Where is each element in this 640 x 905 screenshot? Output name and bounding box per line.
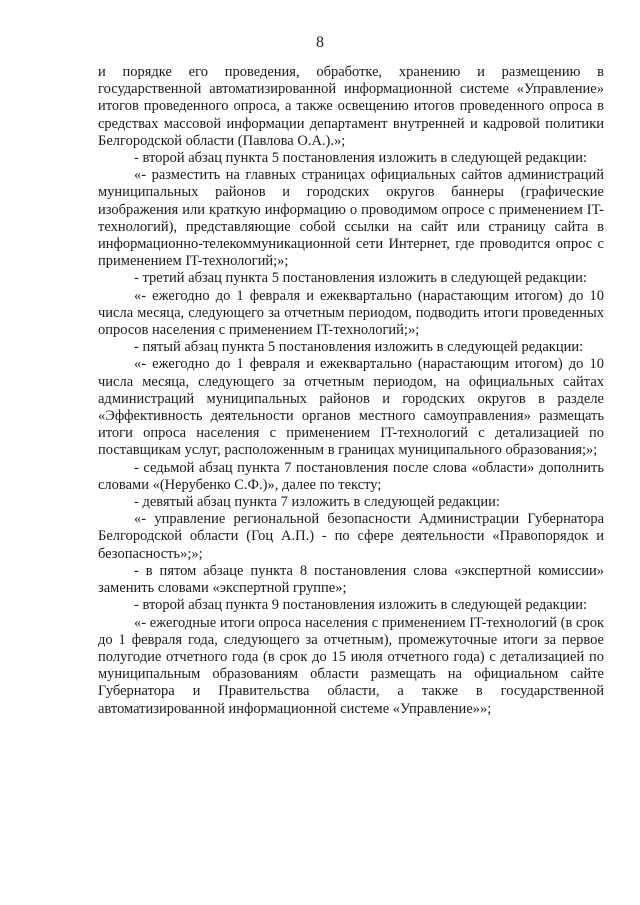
page-number: 8: [316, 34, 324, 51]
paragraph-11: - в пятом абзаце пункта 8 постановления слова «экспертной комиссии» заменить словами «экспертной группе»;: [98, 562, 604, 597]
paragraph-7: «- ежегодно до 1 февраля и ежеквартально (нарастающим итогом) до 10 числа месяца, следующего за отчетным периодом, на официальных сайтах администраций муниципальных районов и городских округов в разделе «Эффективность деятельности органов местного самоуправления» размещать итоги опроса населения с применением IT-технологий с детализацией по поставщикам услуг, расположенным в границах муниципального образования;»;: [98, 356, 604, 459]
paragraph-3: «- разместить на главных страницах официальных сайтов администраций муниципальных районов и городских округов баннеры (графические изображения или краткую информацию о проводимом опросе с применением IT-технологий), представляющие собой ссылки на сайт или страницу сайта в информационно-телекоммуникационной сети Интернет, где проводится опрос с применением IT-технологий;»;: [98, 167, 604, 270]
paragraph-8: - седьмой абзац пункта 7 постановления после слова «области» дополнить словами «(Нерубенко С.Ф.)», далее по тексту;: [98, 459, 604, 493]
paragraph-5: «- ежегодно до 1 февраля и ежеквартально (нарастающим итогом) до 10 числа месяца, следующего за отчетным периодом, подводить итоги проведенных опросов населения с применением IT-технологий;»;: [98, 287, 604, 339]
paragraph-4: - третий абзац пункта 5 постановления изложить в следующей редакции:: [134, 270, 587, 287]
document-body: [98, 64, 604, 718]
paragraph-9: - девятый абзац пункта 7 изложить в следующей редакции:: [134, 494, 500, 511]
paragraph-6: - пятый абзац пункта 5 постановления изложить в следующей редакции:: [134, 339, 584, 356]
paragraph-2: - второй абзац пункта 5 постановления изложить в следующей редакции:: [134, 150, 588, 167]
paragraph-12: - второй абзац пункта 9 постановления изложить в следующей редакции:: [134, 597, 588, 614]
paragraph-10: «- управление региональной безопасности Администрации Губернатора Белгородской области (Гоц А.П.) - по сфере деятельности «Правопорядок и безопасность»;»;: [98, 511, 604, 562]
paragraph-1: и порядке его проведения, обработке, хранению и размещению в государственной автоматизированной информационной системе «Управление» итогов проведенного опроса, а также освещению итогов проведенного опроса в средствах массовой информации департамент внутренней и кадровой политики Белгородской области (Павлова О.А.).»;: [98, 64, 604, 149]
paragraph-13: «- ежегодные итоги опроса населения с применением IT-технологий (в срок до 1 февраля года, следующего за отчетным), промежуточные итоги за первое полугодие отчетного года (в срок до 15 июля отчетного года) с детализацией по муниципальным образованиям области размещать на официальном сайте Губернатора и Правительства области, а также в государственной автоматизированной информационной системе «Управление»»;: [98, 614, 604, 717]
